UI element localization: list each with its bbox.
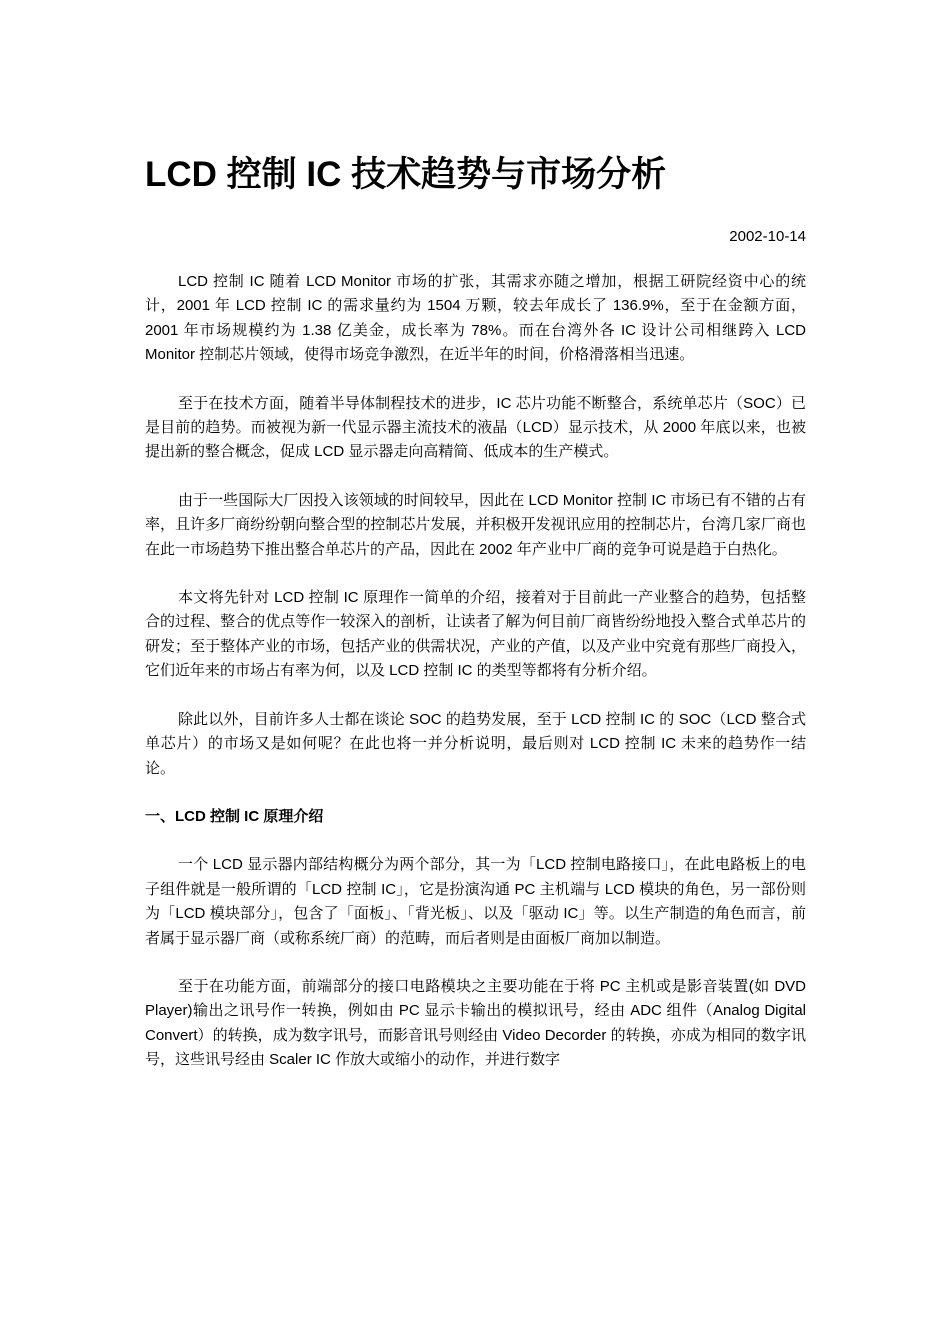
section-heading: 一、LCD 控制 IC 原理介绍 — [145, 807, 324, 825]
document-title: LCD 控制 IC 技术趋势与市场分析 — [145, 155, 667, 194]
paragraph: 由于一些国际大厂因投入该领域的时间较早，因此在 LCD Monitor 控制 IC 市场已有不错的占有率，且许多厂商纷纷朝向整合型的控制芯片发展，并积极开发视讯应用的控制芯片，台湾几家厂商也在此一市场趋势下推出整合单芯片的产品，因此在 2002 年产业中厂商的竞争可说是趋于白热化。 — [145, 491, 806, 558]
paragraph: 一个 LCD 显示器内部结构概分为两个部分，其一为「LCD 控制电路接口」，在此电路板上的电子组件就是一般所谓的「LCD 控制 IC」，它是扮演沟通 PC 主机端与 LCD 模块的角色，另一部份则为「LCD 模块部分」，包含了「面板」、「背光板」、以及「驱动 IC」等。以生产制造的角色而言，前者属于显示器厂商（或称系统厂商）的范畴，而后者则是由面板厂商加以制造。 — [145, 856, 806, 947]
document-date: 2002-10-14 — [729, 228, 806, 245]
document-body — [145, 270, 806, 1097]
paragraph: 除此以外，目前许多人士都在谈论 SOC 的趋势发展，至于 LCD 控制 IC 的 SOC（LCD 整合式单芯片）的市场又是如何呢？在此也将一并分析说明，最后则对 LCD 控制 IC 未来的趋势作一结论。 — [145, 710, 806, 777]
paragraph: 本文将先针对 LCD 控制 IC 原理作一简单的介绍，接着对于目前此一产业整合的趋势，包括整合的过程、整合的优点等作一较深入的剖析，让读者了解为何目前厂商皆纷纷地投入整合式单芯片的研发；至于整体产业的市场，包括产业的供需状况，产业的产值，以及产业中究竟有那些厂商投入，它们近年来的市场占有率为何，以及 LCD 控制 IC 的类型等都将有分析介绍。 — [145, 589, 806, 680]
paragraph: 至于在功能方面，前端部分的接口电路模块之主要功能在于将 PC 主机或是影音装置(如 DVD Player)输出之讯号作一转换，例如由 PC 显示卡输出的模拟讯号，经由 ADC 组件（Analog Digital Convert）的转换，成为数字讯号，而影音讯号则经由 Video Decorder 的转换，亦成为相同的数字讯号，这些讯号经由 Scaler IC 作放大或缩小的动作，并进行数字 — [145, 977, 806, 1069]
paragraph: 至于在技术方面，随着半导体制程技术的进步，IC 芯片功能不断整合，系统单芯片（SOC）已是目前的趋势。而被视为新一代显示器主流技术的液晶（LCD）显示技术，从 2000 年底以来，也被提出新的整合概念，促成 LCD 显示器走向高精简、低成本的生产模式。 — [145, 394, 806, 461]
paragraph: LCD 控制 IC 随着 LCD Monitor 市场的扩张，其需求亦随之增加，根据工研院经资中心的统计，2001 年 LCD 控制 IC 的需求量约为 1504 万颗，较去年成长了 136.9%，至于在金额方面，2001 年市场规模约为 1.38 亿美金，成长率为 78%。而在台湾外各 IC 设计公司相继跨入 LCD Monitor 控制芯片领域，使得市场竞争激烈，在近半年的时间，价格滑落相当迅速。 — [145, 273, 806, 364]
